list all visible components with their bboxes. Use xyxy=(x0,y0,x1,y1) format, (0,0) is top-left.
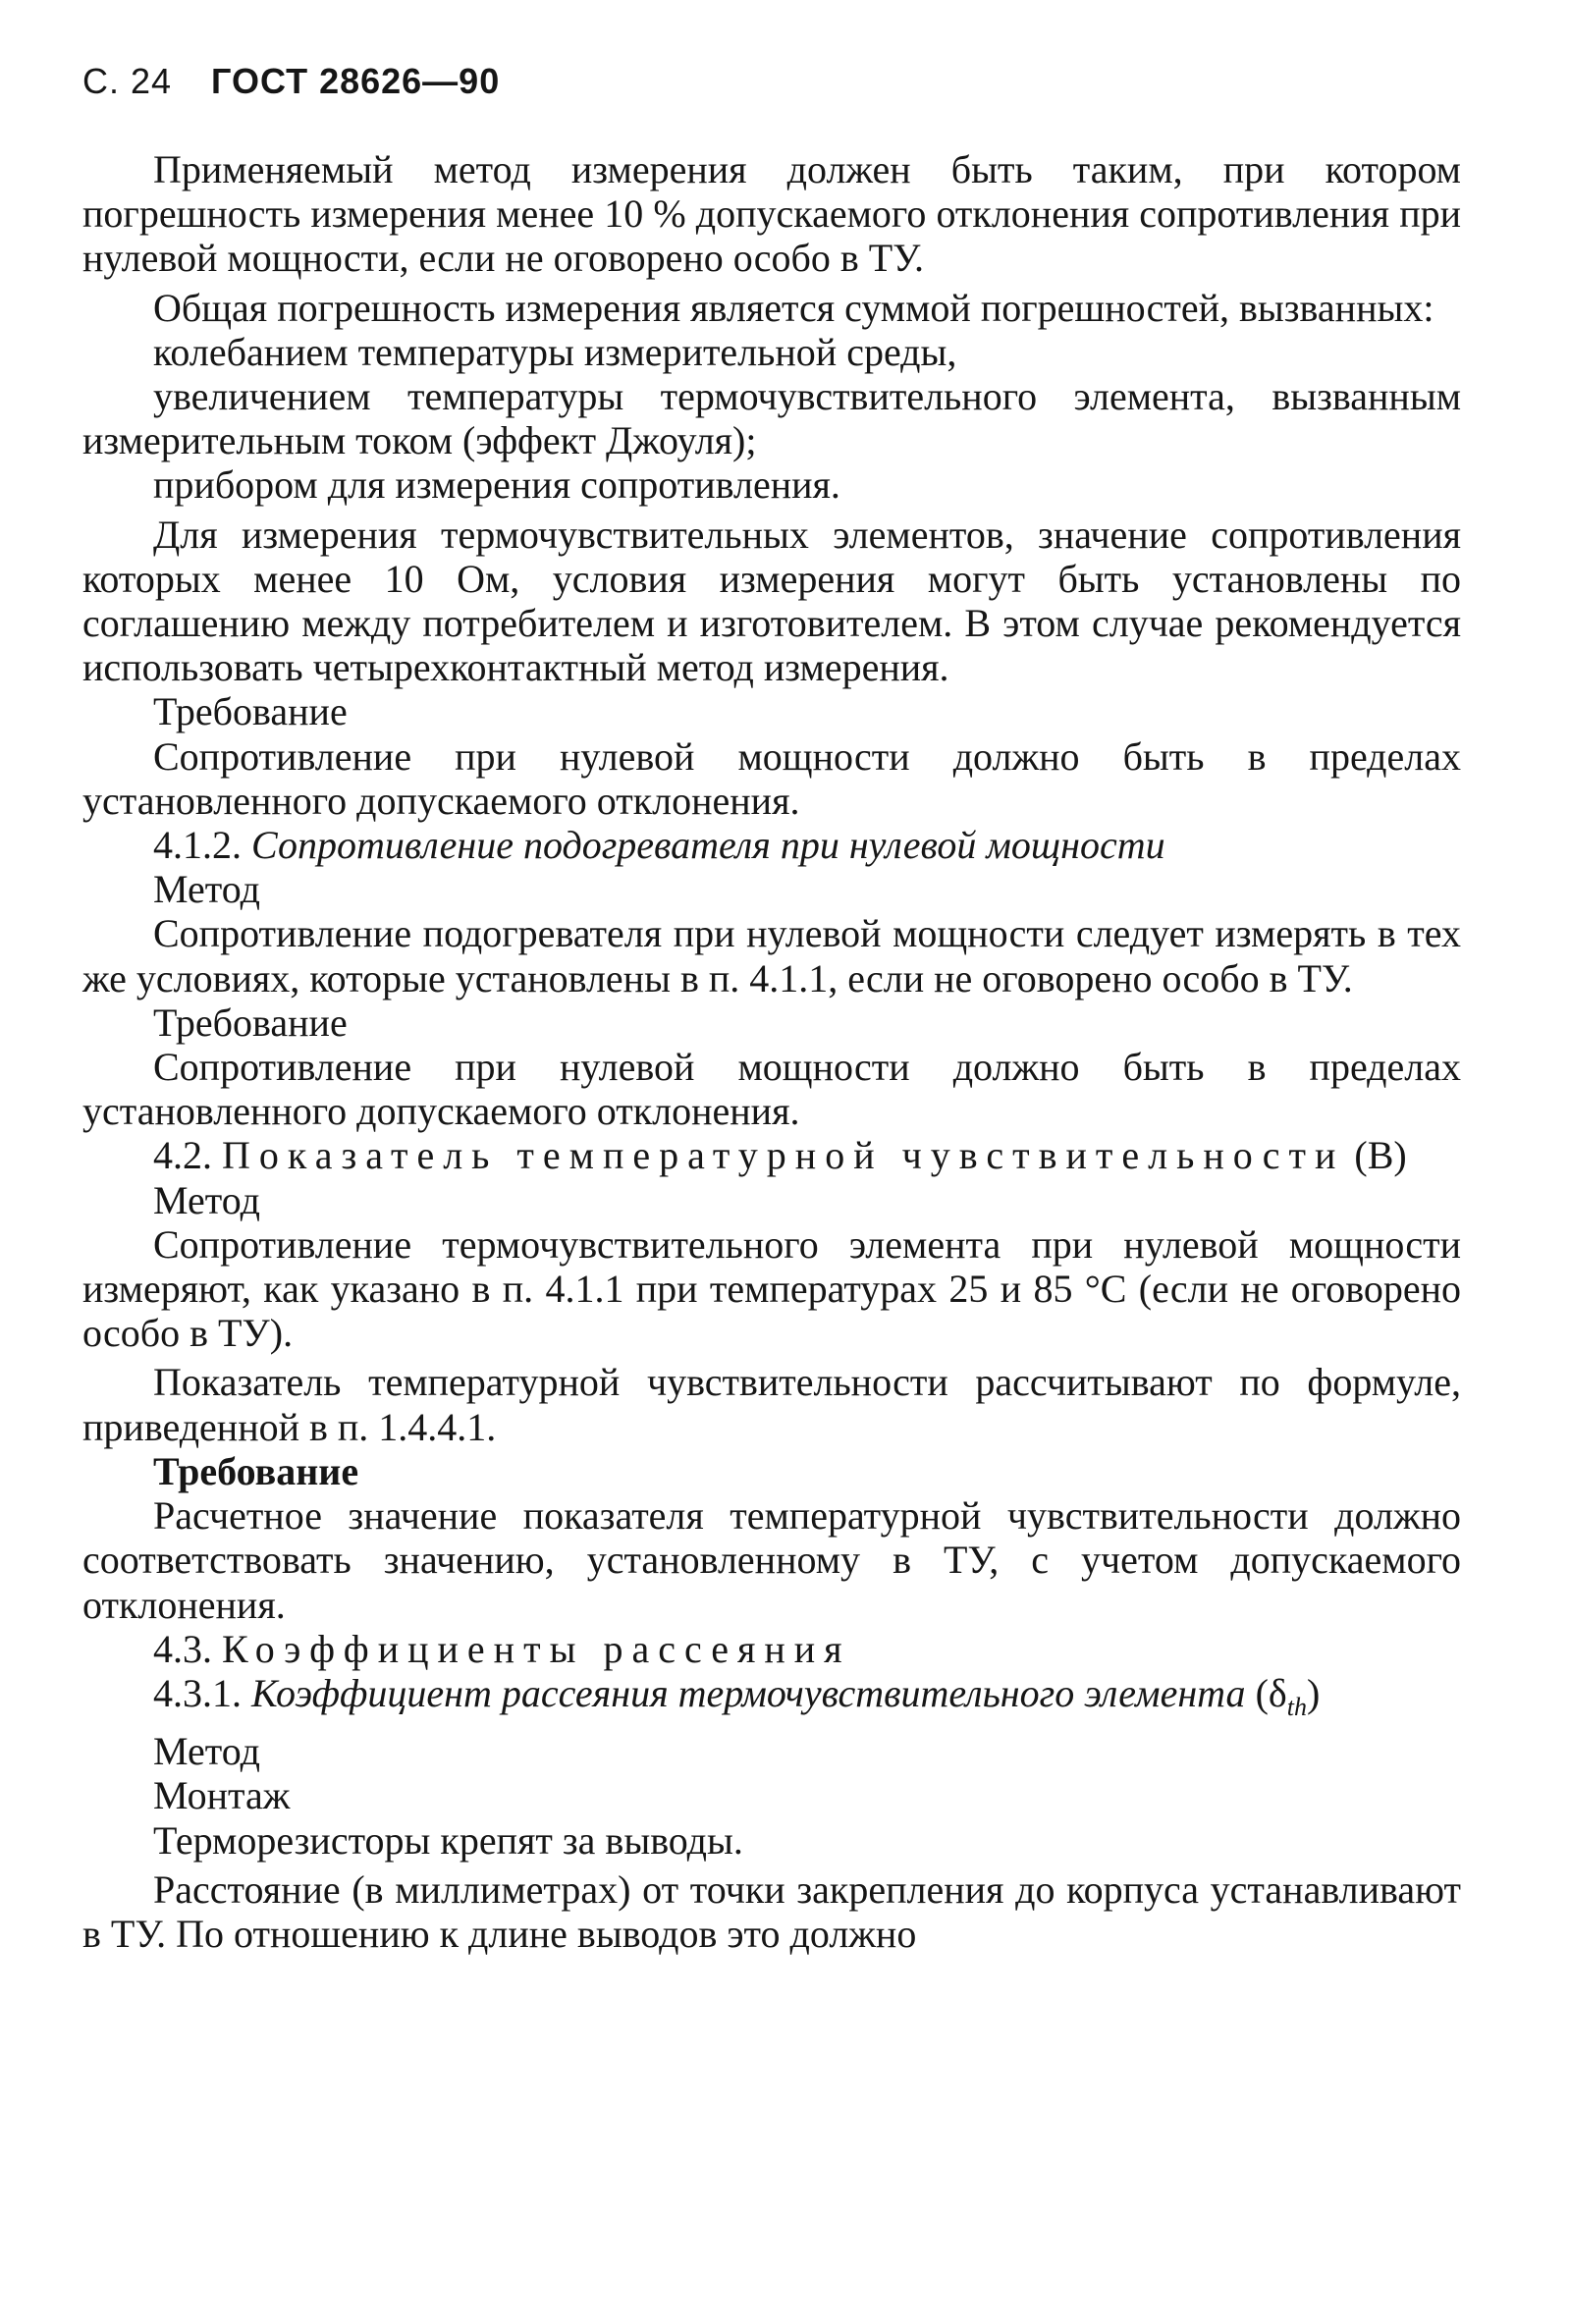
list-item: увеличением температуры термочувствительного элемента, вызванным измерительным током (эффект Джоуля); xyxy=(82,374,1461,463)
paragraph: Терморезисторы крепят за выводы. xyxy=(153,1817,743,1863)
section-symbol: $(\delta_{th})$ xyxy=(1255,1670,1321,1721)
section-heading-4-3-1 xyxy=(82,1671,1461,1729)
paragraph: Показатель температурной чувствительности рассчитывают по формуле, приведенной в п. 1.4.4.1. xyxy=(82,1360,1461,1449)
subheading: Метод xyxy=(153,867,260,912)
subheading: Монтаж xyxy=(153,1773,291,1818)
paragraph: Расстояние (в миллиметрах) от точки закрепления до корпуса устанавливают в ТУ. По отношению к длине выводов это должно xyxy=(82,1866,1461,1956)
section-number: 4.1.2. xyxy=(153,823,242,868)
paragraph: Сопротивление при нулевой мощности должно быть в пределах установленного допускаемого отклонения. xyxy=(82,733,1461,823)
list-item: прибором для измерения сопротивления. xyxy=(153,462,840,508)
subheading: Требование xyxy=(153,1000,348,1045)
subheading: Метод xyxy=(153,1177,260,1222)
section-number: 4.3.1. xyxy=(153,1670,242,1715)
paragraph: Сопротивление термочувствительного элемента при нулевой мощности измеряют, как указано в п. 4.1.1 при температурах 25 и 85 °С (если не оговорено особо в ТУ). xyxy=(82,1221,1461,1356)
paragraph: Расчетное значение показателя температурной чувствительности должно соответствовать значению, установленному в ТУ, с учетом допускаемого отклонения. xyxy=(82,1493,1461,1627)
section-heading-4-2 xyxy=(82,1133,1461,1177)
standard-designation: ГОСТ 28626—90 xyxy=(211,61,501,101)
section-title: Сопротивление подогревателя при нулевой мощности xyxy=(251,823,1165,868)
section-symbol: (B) xyxy=(1354,1133,1407,1178)
section-number: 4.2. xyxy=(153,1133,212,1178)
paragraph: Сопротивление при нулевой мощности должно быть в пределах установленного допускаемого отклонения. xyxy=(82,1045,1461,1134)
section-title: Коэффициент рассеяния термочувствительного элемента xyxy=(251,1670,1246,1715)
running-header xyxy=(82,61,500,102)
section-number: 4.3. xyxy=(153,1626,212,1671)
subheading: Требование xyxy=(153,689,348,734)
paragraph: Применяемый метод измерения должен быть таким, при котором погрешность измерения менее 10 % допускаемого отклонения сопротивления при нулевой мощности, если не оговорено особо в ТУ. xyxy=(82,147,1461,281)
list-item: колебанием температуры измерительной среды, xyxy=(153,329,957,374)
paragraph: Для измерения термочувствительных элементов, значение сопротивления которых менее 10 Ом, условия измерения могут быть установлены по соглашению между потребителем и изготовителем. В этом случае рекомендуется использовать четырехконтактный метод измерения. xyxy=(82,512,1461,690)
section-heading-4-3 xyxy=(82,1627,1461,1671)
section-title: Показатель температурной чувствительности xyxy=(222,1133,1345,1178)
paragraph: Общая погрешность измерения является суммой погрешностей, вызванных: xyxy=(153,285,1434,330)
section-title: Коэффициенты рассеяния xyxy=(222,1626,851,1671)
subheading: Требование xyxy=(153,1448,359,1493)
subheading: Метод xyxy=(153,1729,260,1774)
page-number: С. 24 xyxy=(82,61,173,101)
section-heading-4-1-2 xyxy=(82,823,1461,867)
paragraph: Сопротивление подогревателя при нулевой мощности следует измерять в тех же условиях, которые установлены в п. 4.1.1, если не оговорено особо в ТУ. xyxy=(82,911,1461,1000)
body-text xyxy=(82,147,1461,1956)
